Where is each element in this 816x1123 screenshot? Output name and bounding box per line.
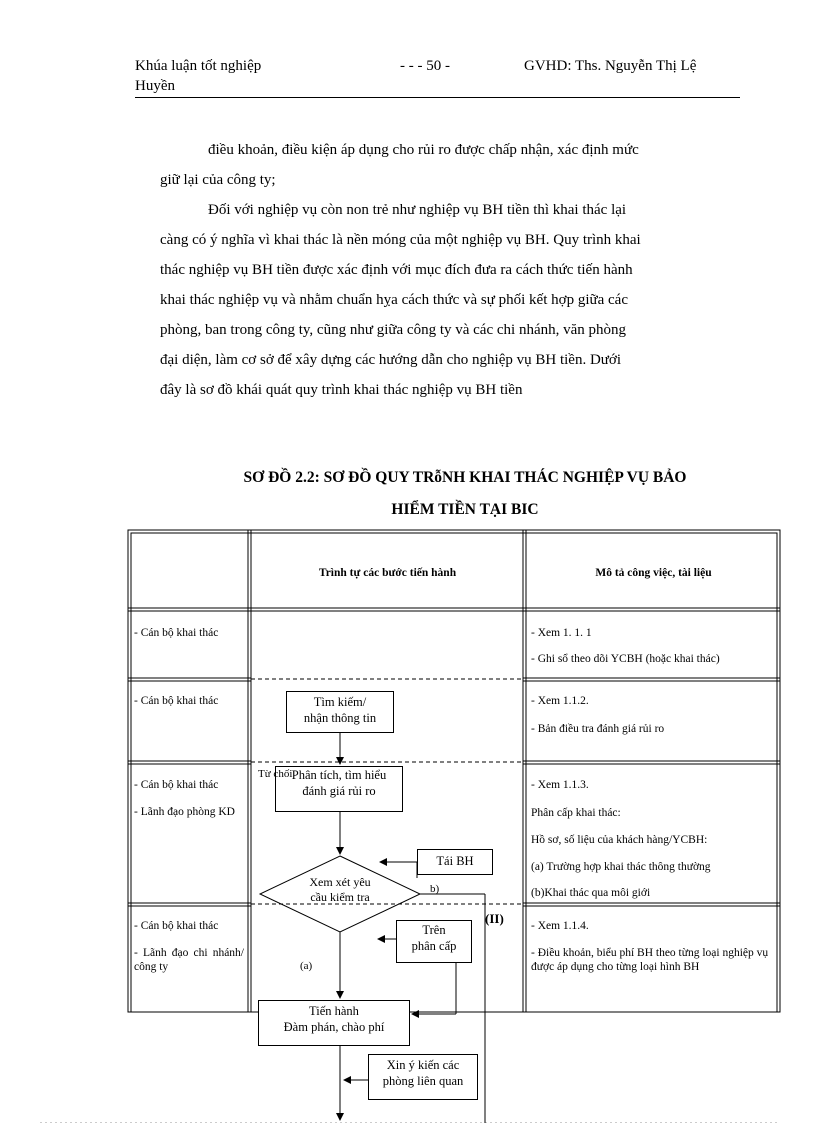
- header-right: GVHD: Ths. Nguyễn Thị Lệ: [524, 58, 697, 74]
- step-reinsurance: Tái BH: [417, 849, 493, 875]
- p2-line2: càng có ý nghĩa vì khai thác là nền móng của một nghiệp vụ BH. Quy trình khai: [160, 232, 641, 248]
- decision-line1: Xem xét yêu: [309, 875, 371, 889]
- step-analyze-line2: đánh giá rủi ro: [302, 784, 376, 798]
- step-negotiate: [258, 1000, 410, 1046]
- negotiate-line2: Đàm phán, chào phí: [283, 1020, 385, 1034]
- row3-role1: - Cán bộ khai thác: [134, 779, 219, 791]
- p1-line1: điều khoản, điều kiện áp dụng cho rủi ro được chấp nhận, xác định mức: [208, 142, 639, 158]
- row3-desc3: Hồ sơ, số liệu của khách hàng/YCBH:: [531, 834, 708, 846]
- above-level-line1: Trên: [422, 923, 446, 937]
- step-consult: [368, 1054, 478, 1100]
- above-level-line2: phân cấp: [411, 939, 457, 953]
- consult-line1: Xin ý kiến các: [386, 1058, 460, 1072]
- col-header-description: Mô tả công việc, tài liệu: [595, 567, 712, 579]
- negotiate-line1: Tiến hành: [309, 1004, 359, 1018]
- row3-desc5: (b)Khai thác qua môi giới: [531, 887, 651, 899]
- step-find-info: [286, 691, 394, 733]
- step-find-info-line1: Tìm kiếm/: [313, 695, 367, 709]
- p2-line1: Đối với nghiệp vụ còn non trẻ như nghiệp vụ BH tiền thì khai thác lại: [208, 202, 627, 218]
- col-header-steps: Trình tự các bước tiến hành: [318, 567, 457, 579]
- row4-role1: - Cán bộ khai thác: [134, 920, 219, 932]
- step-analyze-line1: Phân tích, tìm hiểu: [291, 768, 387, 782]
- row4-role2: - Lãnh đạo chi nhánh/ công ty: [134, 947, 244, 973]
- step-analyze-risk: [275, 766, 403, 812]
- row3-desc2: Phân cấp khai thác:: [531, 807, 621, 819]
- decision-line2: cầu kiểm tra: [310, 890, 370, 904]
- row4-desc2: - Điều khoản, biểu phí BH theo từng loại nghiệp vụ được áp dụng cho từng loại hình BH: [531, 947, 769, 973]
- row3-desc4: (a) Trường hợp khai thác thông thường: [531, 861, 711, 873]
- row2-role: - Cán bộ khai thác: [134, 695, 219, 707]
- row3-role2: - Lãnh đạo phòng KD: [134, 806, 235, 818]
- row1-desc1: - Xem 1. 1. 1: [531, 627, 592, 639]
- step-find-info-line2: nhận thông tin: [303, 711, 377, 725]
- row3-desc1: - Xem 1.1.3.: [531, 779, 589, 791]
- row2-desc1: - Xem 1.1.2.: [531, 695, 589, 707]
- row1-desc2: - Ghi sổ theo dõi YCBH (hoặc khai thác): [531, 653, 720, 665]
- p2-line7: đây là sơ đồ khái quát quy trình khai thác nghiệp vụ BH tiền: [160, 382, 523, 398]
- diagram-title-line1: SƠ ĐỒ 2.2: SƠ ĐỒ QUY TRỗNH KHAI THÁC NGHIỆP VỤ BẢO: [243, 469, 687, 486]
- p1-line2: giữ lại của công ty;: [160, 172, 276, 188]
- row4-desc1: - Xem 1.1.4.: [531, 920, 589, 932]
- decision-review: [280, 875, 400, 905]
- page-number: - - - 50 -: [400, 58, 450, 74]
- row1-role: - Cán bộ khai thác: [134, 627, 219, 639]
- branch-b-label: b): [430, 883, 440, 895]
- p2-line4: khai thác nghiệp vụ và nhằm chuẩn hỵa cách thức và sự phối kết hợp giữa các: [160, 292, 628, 308]
- consult-line2: phòng liên quan: [382, 1074, 464, 1088]
- header-left: Khúa luận tốt nghiệp: [135, 58, 262, 74]
- branch-ii-label: (II): [485, 911, 504, 926]
- p2-line6: đại diện, làm cơ sở để xây dựng các hướng dẫn cho nghiệp vụ BH tiền. Dưới: [160, 352, 622, 368]
- p2-line3: thác nghiệp vụ BH tiền được xác định với mục đích đưa ra cách thức tiến hành: [160, 262, 633, 278]
- branch-a-label: (a): [300, 960, 313, 972]
- diagram-title-line2: HIỂM TIỀN TẠI BIC: [391, 501, 539, 518]
- p2-line5: phòng, ban trong công ty, cũng như giữa công ty và các chi nhánh, văn phòng: [160, 322, 627, 338]
- header-left-wrap: Huyền: [135, 78, 175, 94]
- step-above-level: [396, 920, 472, 963]
- row2-desc2: - Bản điều tra đánh giá rủi ro: [531, 723, 665, 735]
- reject-label: Từ chối: [258, 768, 293, 780]
